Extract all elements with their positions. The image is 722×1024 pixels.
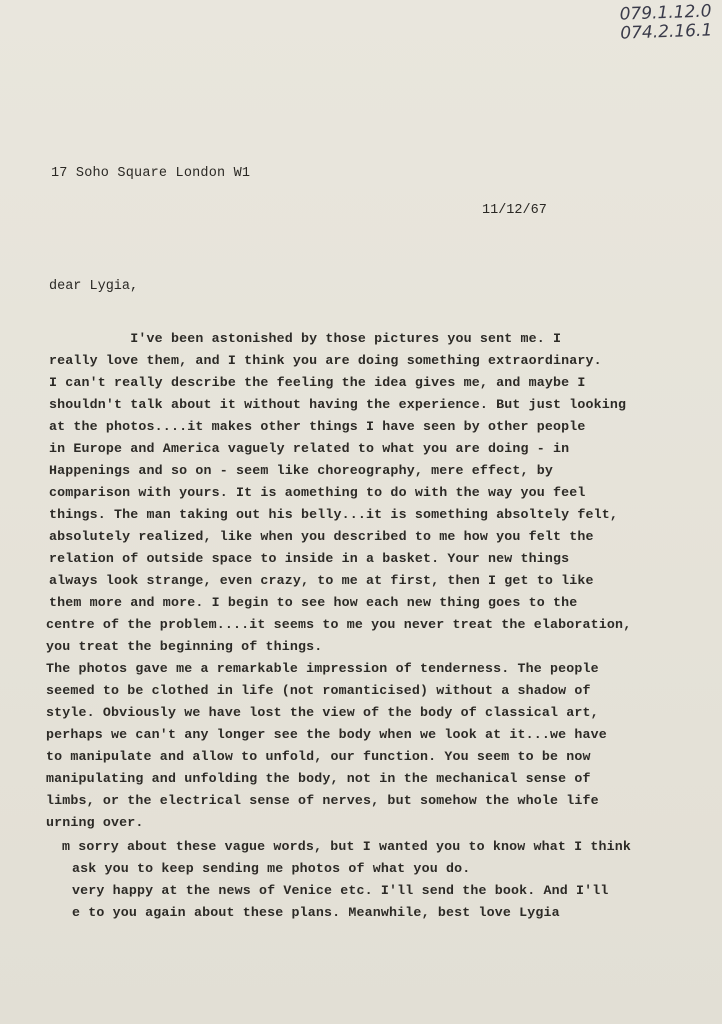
archive-number-stamp: [619, 2, 712, 43]
body-line: very happy at the news of Venice etc. I'll send the book. And I'll: [72, 883, 609, 898]
letter-date: 11/12/67: [482, 203, 547, 218]
body-line: Happenings and so on - seem like choreography, mere effect, by: [49, 463, 554, 478]
body-line: shouldn't talk about it without having the experience. But just looking: [49, 397, 627, 412]
body-line: limbs, or the electrical sense of nerves, but somehow the whole life: [46, 793, 599, 808]
body-line: I've been astonished by those pictures you sent me. I: [49, 331, 562, 346]
body-line: absolutely realized, like when you described to me how you felt the: [49, 529, 594, 544]
body-line: I can't really describe the feeling the idea gives me, and maybe I: [49, 375, 586, 390]
body-line: at the photos....it makes other things I have seen by other people: [49, 419, 586, 434]
body-line: relation of outside space to inside in a basket. Your new things: [49, 551, 570, 566]
body-line: urning over.: [46, 815, 144, 830]
archive-number-1: 079.1.12.0: [619, 1, 712, 25]
body-line: always look strange, even crazy, to me at first, then I get to like: [49, 573, 594, 588]
body-line: them more and more. I begin to see how each new thing goes to the: [49, 595, 578, 610]
salutation: dear Lygia,: [49, 279, 139, 294]
body-line: manipulating and unfolding the body, not in the mechanical sense of: [46, 771, 591, 786]
archive-number-2: 074.2.16.1: [620, 20, 713, 44]
body-line: perhaps we can't any longer see the body when we look at it...we have: [46, 727, 607, 742]
body-line: m sorry about these vague words, but I wanted you to know what I think: [62, 839, 632, 854]
body-line: you treat the beginning of things.: [46, 639, 323, 654]
body-line: seemed to be clothed in life (not romanticised) without a shadow of: [46, 683, 591, 698]
body-line: centre of the problem....it seems to me you never treat the elaboration,: [46, 617, 632, 632]
sender-address: 17 Soho Square London W1: [51, 166, 251, 181]
body-line: things. The man taking out his belly...it is something absoltely felt,: [49, 507, 619, 522]
body-line: to manipulate and allow to unfold, our function. You seem to be now: [46, 749, 591, 764]
body-line: ask you to keep sending me photos of what you do.: [72, 861, 471, 876]
body-line: really love them, and I think you are doing something extraordinary.: [49, 353, 602, 368]
body-line: The photos gave me a remarkable impression of tenderness. The people: [46, 661, 599, 676]
body-line: comparison with yours. It is aomething to do with the way you feel: [49, 485, 586, 500]
body-line: in Europe and America vaguely related to what you are doing - in: [49, 441, 570, 456]
body-line: e to you again about these plans. Meanwhile, best love Lygia: [72, 905, 560, 920]
body-line: style. Obviously we have lost the view of the body of classical art,: [46, 705, 599, 720]
